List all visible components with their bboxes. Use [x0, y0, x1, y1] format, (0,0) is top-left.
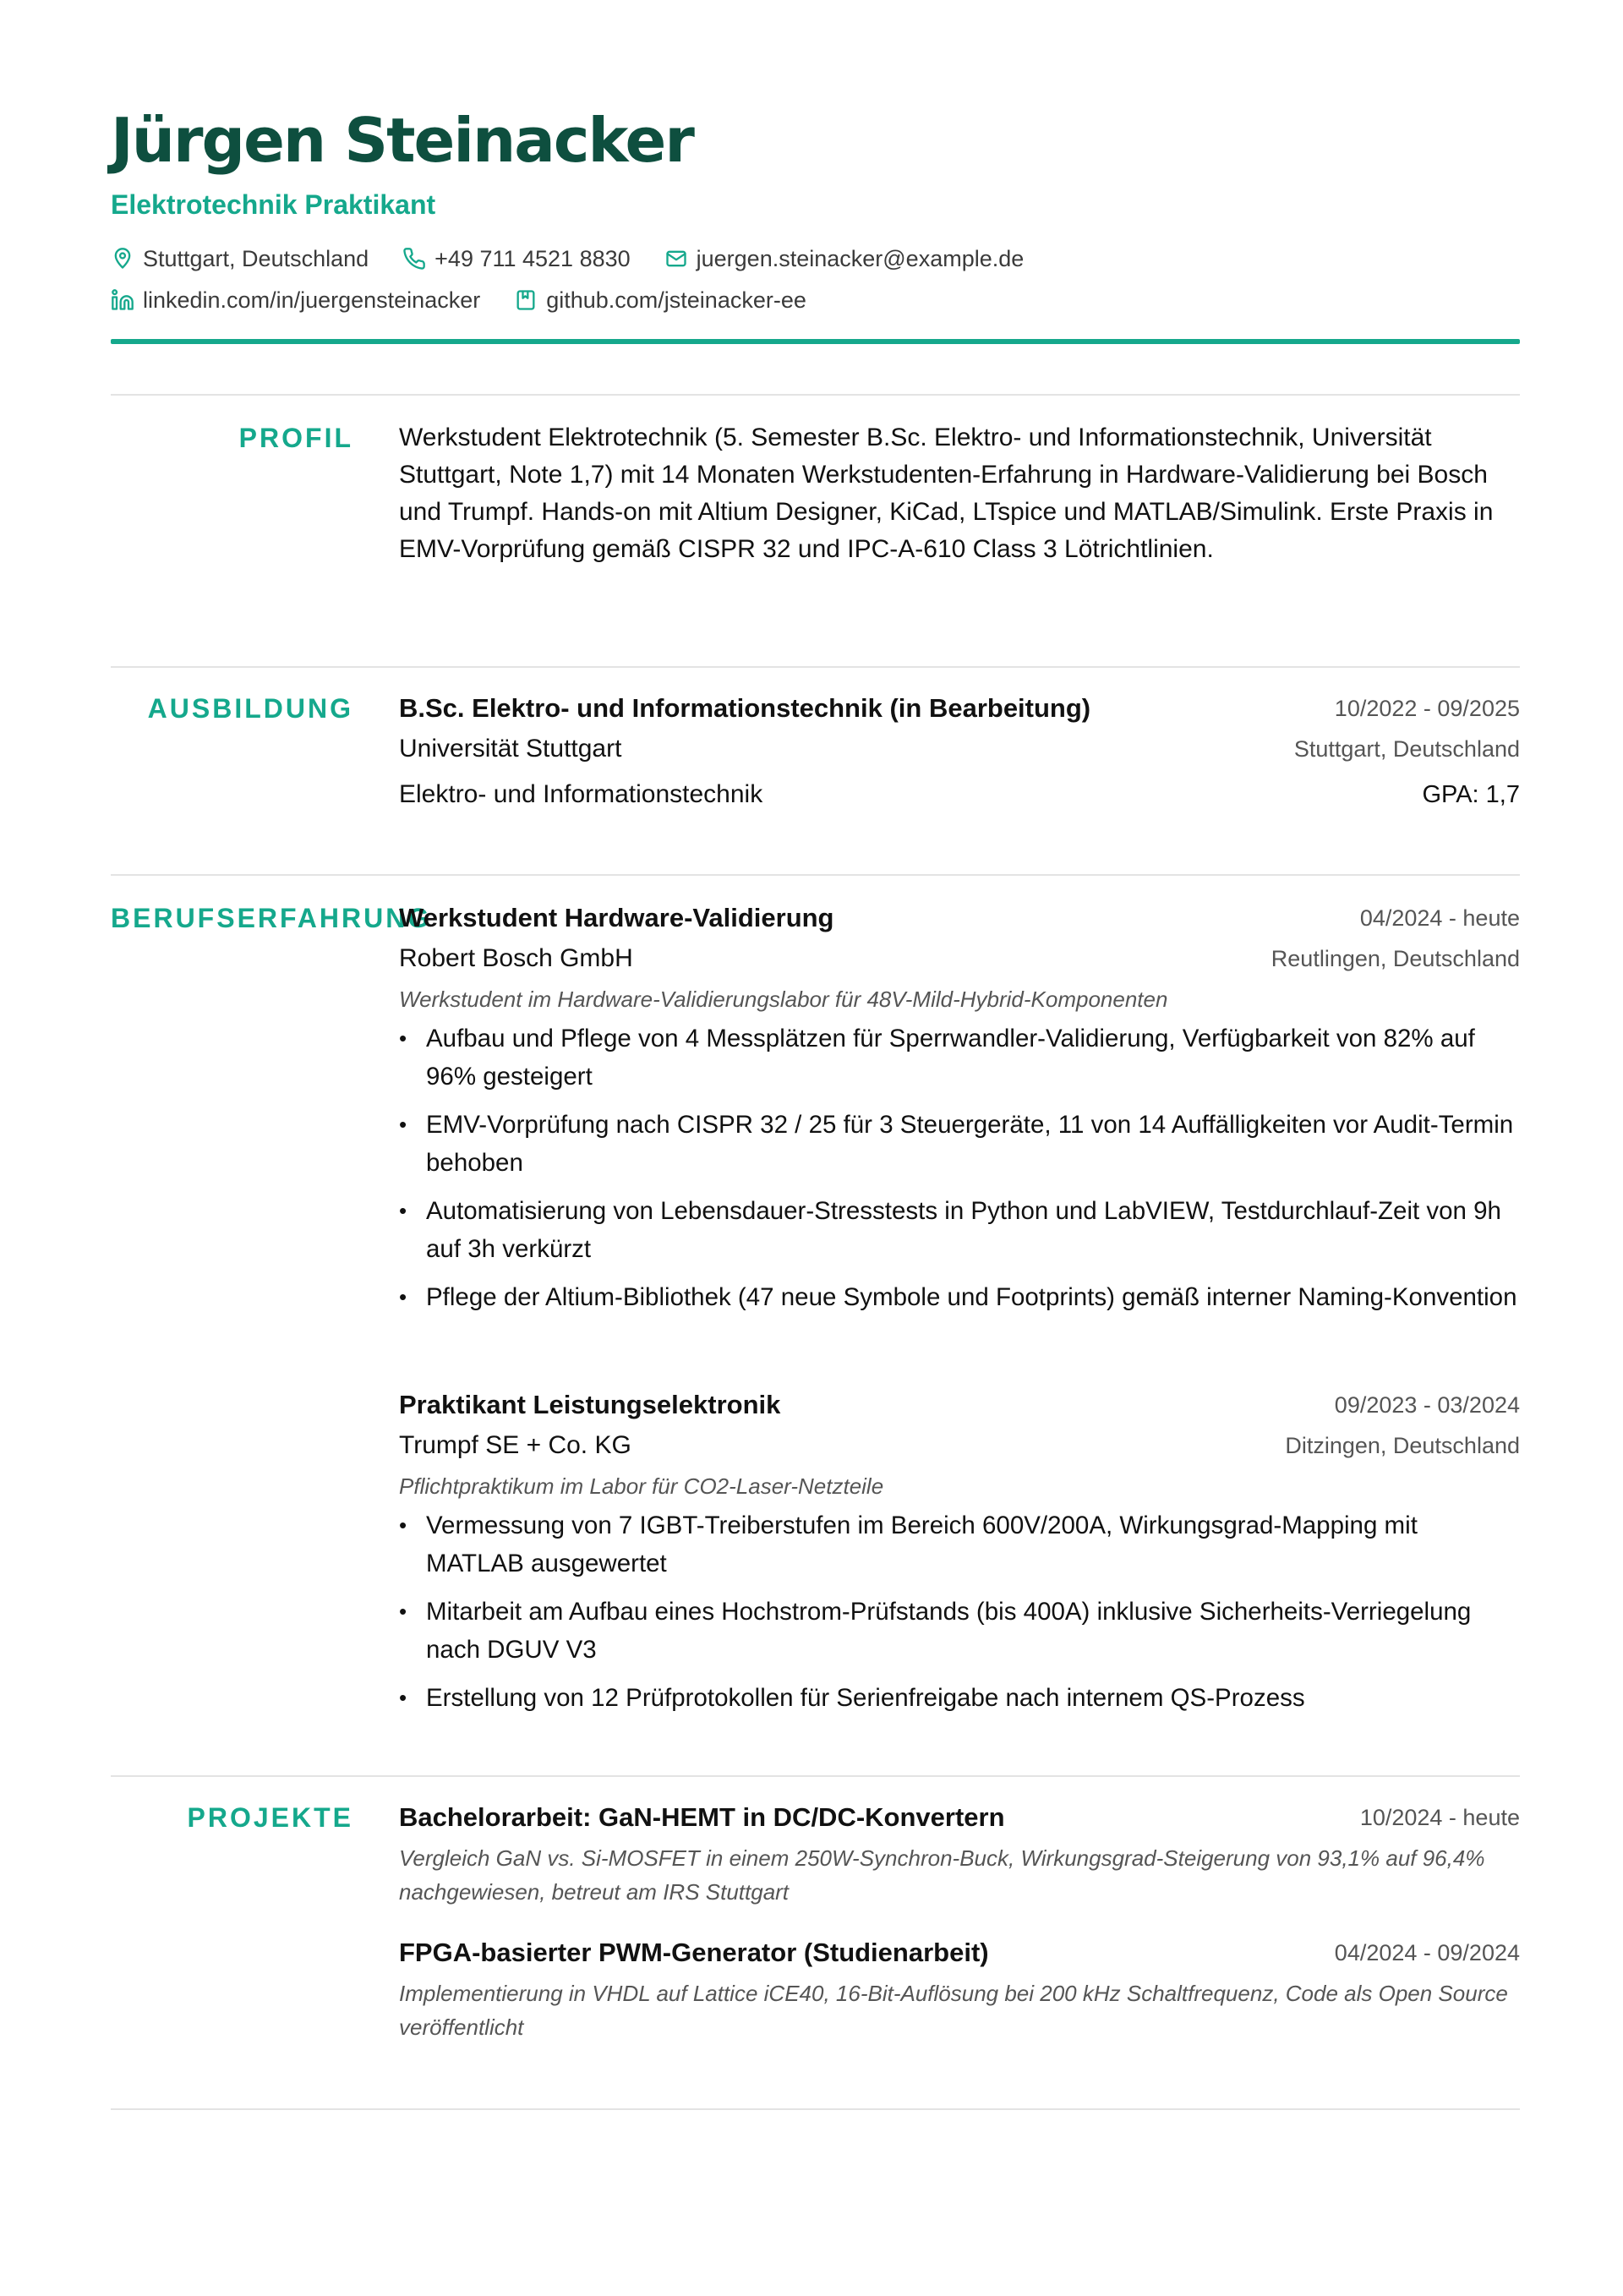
job-title: Werkstudent Hardware-Validierung — [399, 903, 834, 932]
email-text: juergen.steinacker@example.de — [696, 245, 1025, 271]
job-company-row — [399, 1424, 1520, 1468]
contact-linkedin[interactable] — [111, 287, 480, 314]
bookmark-icon — [514, 288, 538, 312]
bullet-item: • Aufbau und Pflege von 4 Messplätzen für Sperrwandler-Validierung, Verfügbarkeit von 82% auf 96% gesteigert — [399, 1020, 1520, 1096]
contact-row-2 — [111, 285, 840, 315]
project-dates: 04/2024 - 09/2024 — [1334, 1940, 1520, 1965]
bullet-item: • Automatisierung von Lebensdauer-Stresstests in Python und LabVIEW, Testdurchlauf-Zeit von 9h auf 3h verkürzt — [399, 1192, 1520, 1268]
company-name: Robert Bosch GmbH — [399, 944, 633, 972]
job-description: Werkstudent im Hardware-Validierungslabor für 48V-Mild-Hybrid-Komponenten — [399, 987, 1168, 1012]
education-field-row — [399, 771, 1520, 818]
phone-icon — [402, 247, 426, 271]
linkedin-icon — [111, 288, 134, 312]
contact-email[interactable] — [664, 246, 1025, 272]
job-dates: 09/2023 - 03/2024 — [1334, 1392, 1520, 1418]
section-label-projects: PROJEKTE — [187, 1802, 353, 1833]
job-dates: 04/2024 - heute — [1359, 905, 1520, 931]
education-section — [399, 690, 1520, 818]
job-title: Elektrotechnik Praktikant — [111, 189, 436, 220]
section-divider — [111, 2108, 1520, 2110]
school-location: Stuttgart, Deutschland — [1293, 736, 1520, 762]
gpa-value: GPA: 1,7 — [1422, 781, 1520, 808]
profile-summary: Werkstudent Elektrotechnik (5. Semester B.Sc. Elektro- und Informationstechnik, Universität Stuttgart, Note 1,7) mit 14 Monaten Werkstudenten-Erfahrung in Hardware-Validierung bei Bosch und Trumpf. Hands-on mit Altium Designer, KiCad, LTspice und MATLAB/Simulink. Erste Praxis in EMV-Vorprüfung gemäß CISPR 32 und IPC-A-610 Class 3 Lötrichtlinien. — [399, 424, 1494, 563]
section-divider — [111, 666, 1520, 668]
section-divider — [111, 1775, 1520, 1777]
education-school-row — [399, 727, 1520, 771]
job-header — [399, 899, 1520, 937]
map-pin-icon — [111, 247, 134, 271]
contact-phone[interactable] — [402, 246, 630, 272]
experience-section — [399, 899, 1520, 1326]
project-dates: 10/2024 - heute — [1359, 1805, 1520, 1830]
linkedin-text: linkedin.com/in/juergensteinacker — [143, 287, 481, 313]
project-description: Implementierung in VHDL auf Lattice iCE40, 16-Bit-Auflösung bei 200 kHz Schaltfrequenz, Code als Open Source veröffentlicht — [399, 1981, 1508, 2040]
project-header — [399, 1934, 1520, 1971]
project-title: FPGA-basierter PWM-Generator (Studienarbeit) — [399, 1938, 989, 1967]
phone-text: +49 711 4521 8830 — [434, 245, 631, 271]
job-title: Praktikant Leistungselektronik — [399, 1390, 781, 1419]
section-divider — [111, 394, 1520, 396]
bullet-item: • Mitarbeit am Aufbau eines Hochstrom-Prüfstands (bis 400A) inklusive Sicherheits-Verriegelung nach DGUV V3 — [399, 1593, 1520, 1669]
company-location: Ditzingen, Deutschland — [1285, 1433, 1520, 1458]
section-label-education: AUSBILDUNG — [147, 693, 353, 724]
education-dates: 10/2022 - 09/2025 — [1334, 696, 1520, 721]
contact-github[interactable] — [514, 287, 806, 314]
contact-location — [111, 246, 369, 272]
job-entry — [399, 899, 1520, 1316]
bullet-item: • Pflege der Altium-Bibliothek (47 neue Symbole und Footprints) gemäß interner Naming-Konvention — [399, 1278, 1520, 1316]
location-text: Stuttgart, Deutschland — [143, 245, 369, 271]
field-of-study: Elektro- und Informationstechnik — [399, 780, 763, 808]
bullet-item: • EMV-Vorprüfung nach CISPR 32 / 25 für 3 Steuergeräte, 11 von 14 Auffälligkeiten vor Audit-Termin behoben — [399, 1106, 1520, 1182]
contact-row-1 — [111, 243, 1057, 274]
project-description: Vergleich GaN vs. Si-MOSFET in einem 250W-Synchron-Buck, Wirkungsgrad-Steigerung von 93,1% auf 96,4% nachgewiesen, betreut am IRS Stuttgart — [399, 1845, 1485, 1905]
section-label-profile: PROFIL — [238, 423, 353, 453]
project-header — [399, 1799, 1520, 1836]
section-label-experience: BERUFSERFAHRUNG — [111, 903, 432, 933]
profile-section — [399, 419, 1520, 568]
job-entry — [399, 1386, 1520, 1717]
company-location: Reutlingen, Deutschland — [1271, 946, 1520, 971]
experience-section-2 — [399, 1386, 1520, 1727]
project-entry — [399, 1799, 1520, 1909]
job-bullets — [399, 1506, 1520, 1717]
github-text: github.com/jsteinacker-ee — [546, 287, 806, 313]
project-entry — [399, 1934, 1520, 2044]
job-company-row — [399, 937, 1520, 981]
header-accent-rule — [111, 339, 1520, 344]
degree-title: B.Sc. Elektro- und Informationstechnik (in Bearbeitung) — [399, 693, 1091, 723]
job-header — [399, 1386, 1520, 1424]
job-description: Pflichtpraktikum im Labor für CO2-Laser-Netzteile — [399, 1473, 884, 1499]
projects-section — [399, 1799, 1520, 2044]
mail-icon — [664, 247, 688, 271]
candidate-name: Jürgen Steinacker — [111, 105, 693, 176]
job-bullets — [399, 1020, 1520, 1316]
company-name: Trumpf SE + Co. KG — [399, 1431, 631, 1459]
bullet-item: • Vermessung von 7 IGBT-Treiberstufen im Bereich 600V/200A, Wirkungsgrad-Mapping mit MATLAB ausgewertet — [399, 1506, 1520, 1583]
education-header — [399, 690, 1520, 727]
project-title: Bachelorarbeit: GaN-HEMT in DC/DC-Konvertern — [399, 1802, 1005, 1832]
school-name: Universität Stuttgart — [399, 735, 622, 763]
section-divider — [111, 874, 1520, 876]
bullet-item: • Erstellung von 12 Prüfprotokollen für Serienfreigabe nach internem QS-Prozess — [399, 1679, 1520, 1717]
